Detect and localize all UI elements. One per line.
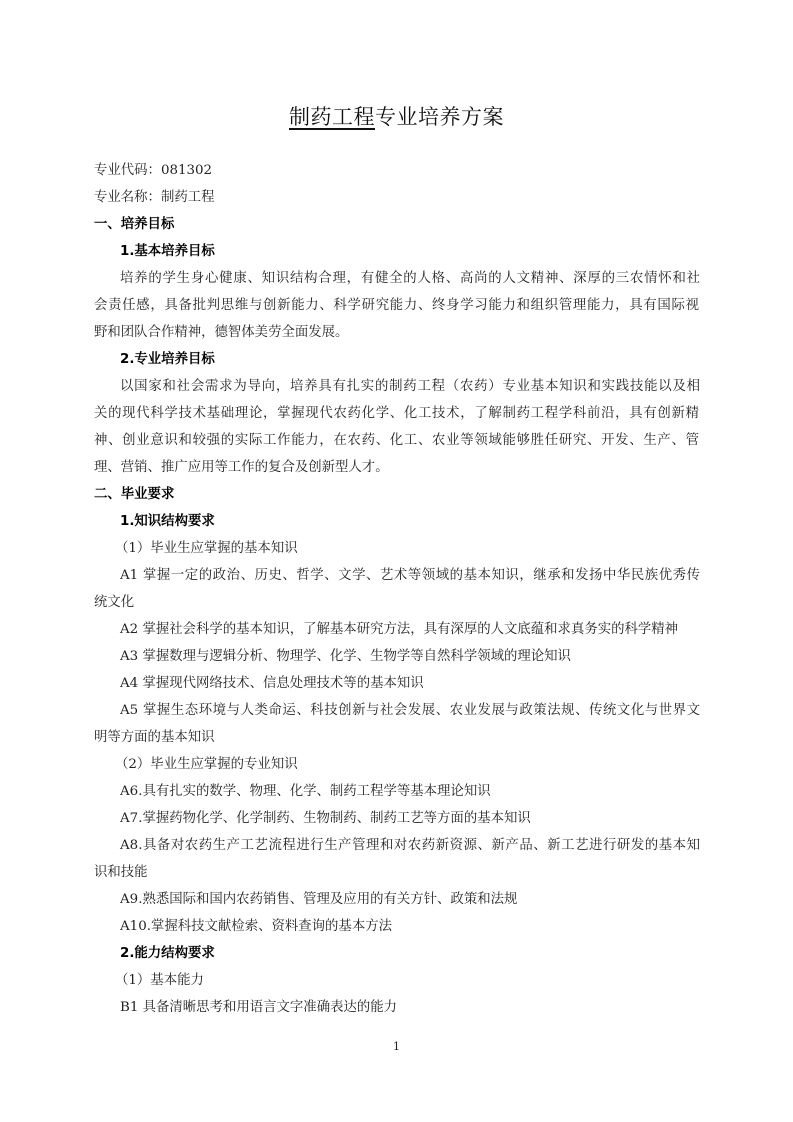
part-heading: （2）毕业生应掌握的专业知识 <box>115 757 298 772</box>
requirement-item-a7: A7.掌握药物化学、化学制药、生物制药、制药工艺等方面的基本知识 <box>120 811 531 826</box>
major-name: 专业名称：制药工程 <box>94 190 215 205</box>
paragraph-line: 会责任感，具备批判思维与创新能力、科学研究能力、终身学习能力和组织管理能力，具有国际视 <box>94 298 699 313</box>
requirement-item-a1: A1 掌握一定的政治、历史、哲学、文学、艺术等领域的基本知识，继承和发扬中华民族优秀传 <box>120 568 700 583</box>
requirement-item-a8-cont: 识和技能 <box>94 865 148 880</box>
subheading-knowledge: 1.知识结构要求 <box>120 514 215 529</box>
paragraph-line: 理、营销、推广应用等工作的复合及创新型人才。 <box>94 460 389 475</box>
paragraph-line: 野和团队合作精神，德智体美劳全面发展。 <box>94 325 349 340</box>
paragraph-line: 培养的学生身心健康、知识结构合理，有健全的人格、高尚的人文精神、深厚的三农情怀和社 <box>120 271 700 286</box>
page-number: 1 <box>393 1040 400 1053</box>
part-heading: （1）基本能力 <box>115 973 204 988</box>
requirement-item-a2: A2 掌握社会科学的基本知识，了解基本研究方法，具有深厚的人文底蕴和求真务实的科学精神 <box>120 622 679 637</box>
requirement-item-a8: A8.具备对农药生产工艺流程进行生产管理和对农药新资源、新产品、新工艺进行研发的基本知 <box>120 838 700 853</box>
paragraph-line: 以国家和社会需求为导向，培养具有扎实的制药工程（农药）专业基本知识和实践技能以及相 <box>120 379 700 394</box>
section-heading-goals: 一、培养目标 <box>94 217 175 232</box>
requirement-item-a9: A9.熟悉国际和国内农药销售、管理及应用的有关方针、政策和法规 <box>120 892 518 907</box>
requirement-item-a1-cont: 统文化 <box>94 595 135 610</box>
requirement-item-a4: A4 掌握现代网络技术、信息处理技术等的基本知识 <box>120 676 424 691</box>
major-code: 专业代码：081302 <box>94 163 213 178</box>
title-rest: 专业培养方案 <box>375 105 504 129</box>
subheading-basic-goals: 1.基本培养目标 <box>120 244 215 259</box>
title-underlined-part: 制药工程 <box>289 105 375 129</box>
paragraph-line: 关的现代科学技术基础理论，掌握现代农药化学、化工技术，了解制药工程学科前沿，具有创新精 <box>94 406 699 421</box>
paragraph-line: 神、创业意识和较强的实际工作能力，在农药、化工、农业等领域能够胜任研究、开发、生产、管 <box>94 433 699 448</box>
requirement-item-a5-cont: 明等方面的基本知识 <box>94 730 215 745</box>
requirement-item-b1: B1 具备清晰思考和用语言文字准确表达的能力 <box>120 1000 398 1015</box>
requirement-item-a5: A5 掌握生态环境与人类命运、科技创新与社会发展、农业发展与政策法规、传统文化与世界文 <box>120 703 700 718</box>
subheading-major-goals: 2.专业培养目标 <box>120 352 215 367</box>
requirement-item-a10: A10.掌握科技文献检索、资料查询的基本方法 <box>120 919 392 934</box>
requirement-item-a3: A3 掌握数理与逻辑分析、物理学、化学、生物学等自然科学领域的理论知识 <box>120 649 571 664</box>
subheading-ability: 2.能力结构要求 <box>120 946 215 961</box>
page-title <box>0 101 793 131</box>
requirement-item-a6: A6.具有扎实的数学、物理、化学、制药工程学等基本理论知识 <box>120 784 491 799</box>
section-heading-requirements: 二、毕业要求 <box>94 487 175 502</box>
part-heading: （1）毕业生应掌握的基本知识 <box>115 541 298 556</box>
